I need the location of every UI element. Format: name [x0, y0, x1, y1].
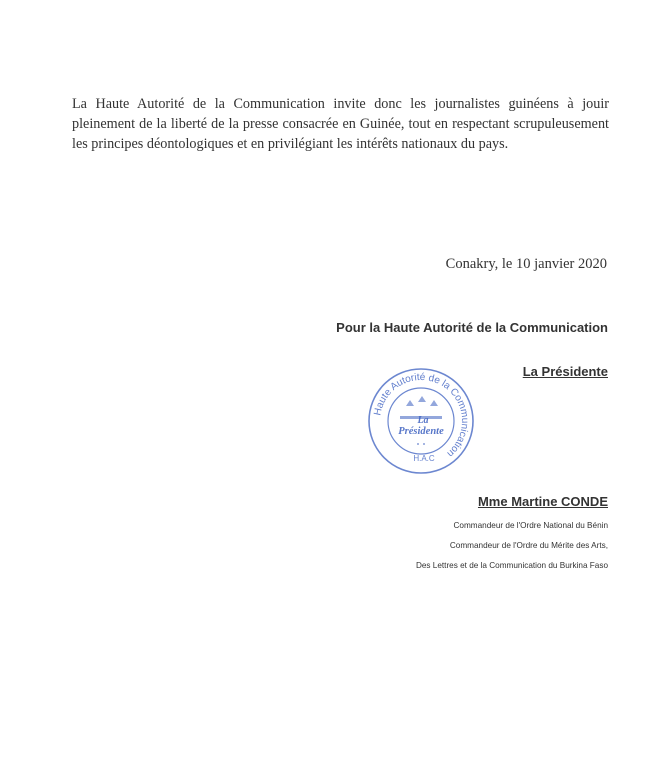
signatory-name: Mme Martine CONDE: [477, 494, 608, 509]
official-stamp: [366, 366, 476, 476]
date-line: Conakry, le 10 janvier 2020: [445, 256, 607, 272]
body-paragraph: La Haute Autorité de la Communication invite donc les journalistes guinéens à jouir pleinement de la liberté de la presse consacrée en Guinée, tout en respectant scrupuleusement les principes déontologiques et en privilégiant les intérêts nationaux du pays.: [72, 96, 609, 153]
signature-organization: Pour la Haute Autorité de la Communication: [336, 320, 608, 335]
svg-text:La: La: [417, 415, 429, 426]
signatory-title-2: Commandeur de l'Ordre du Mérite des Arts,: [449, 541, 608, 550]
signatory-title-1: Commandeur de l'Ordre National du Bénin: [453, 521, 608, 530]
signature-role: La Présidente: [522, 364, 608, 379]
svg-text:Présidente: Présidente: [398, 426, 444, 437]
svg-text:H.A.C: H.A.C: [413, 454, 435, 463]
signatory-title-3: Des Lettres et de la Communication du Burkina Faso: [415, 561, 608, 570]
svg-text:Haute Autorité de la Communica: Haute Autorité de la Communication: [372, 371, 471, 460]
